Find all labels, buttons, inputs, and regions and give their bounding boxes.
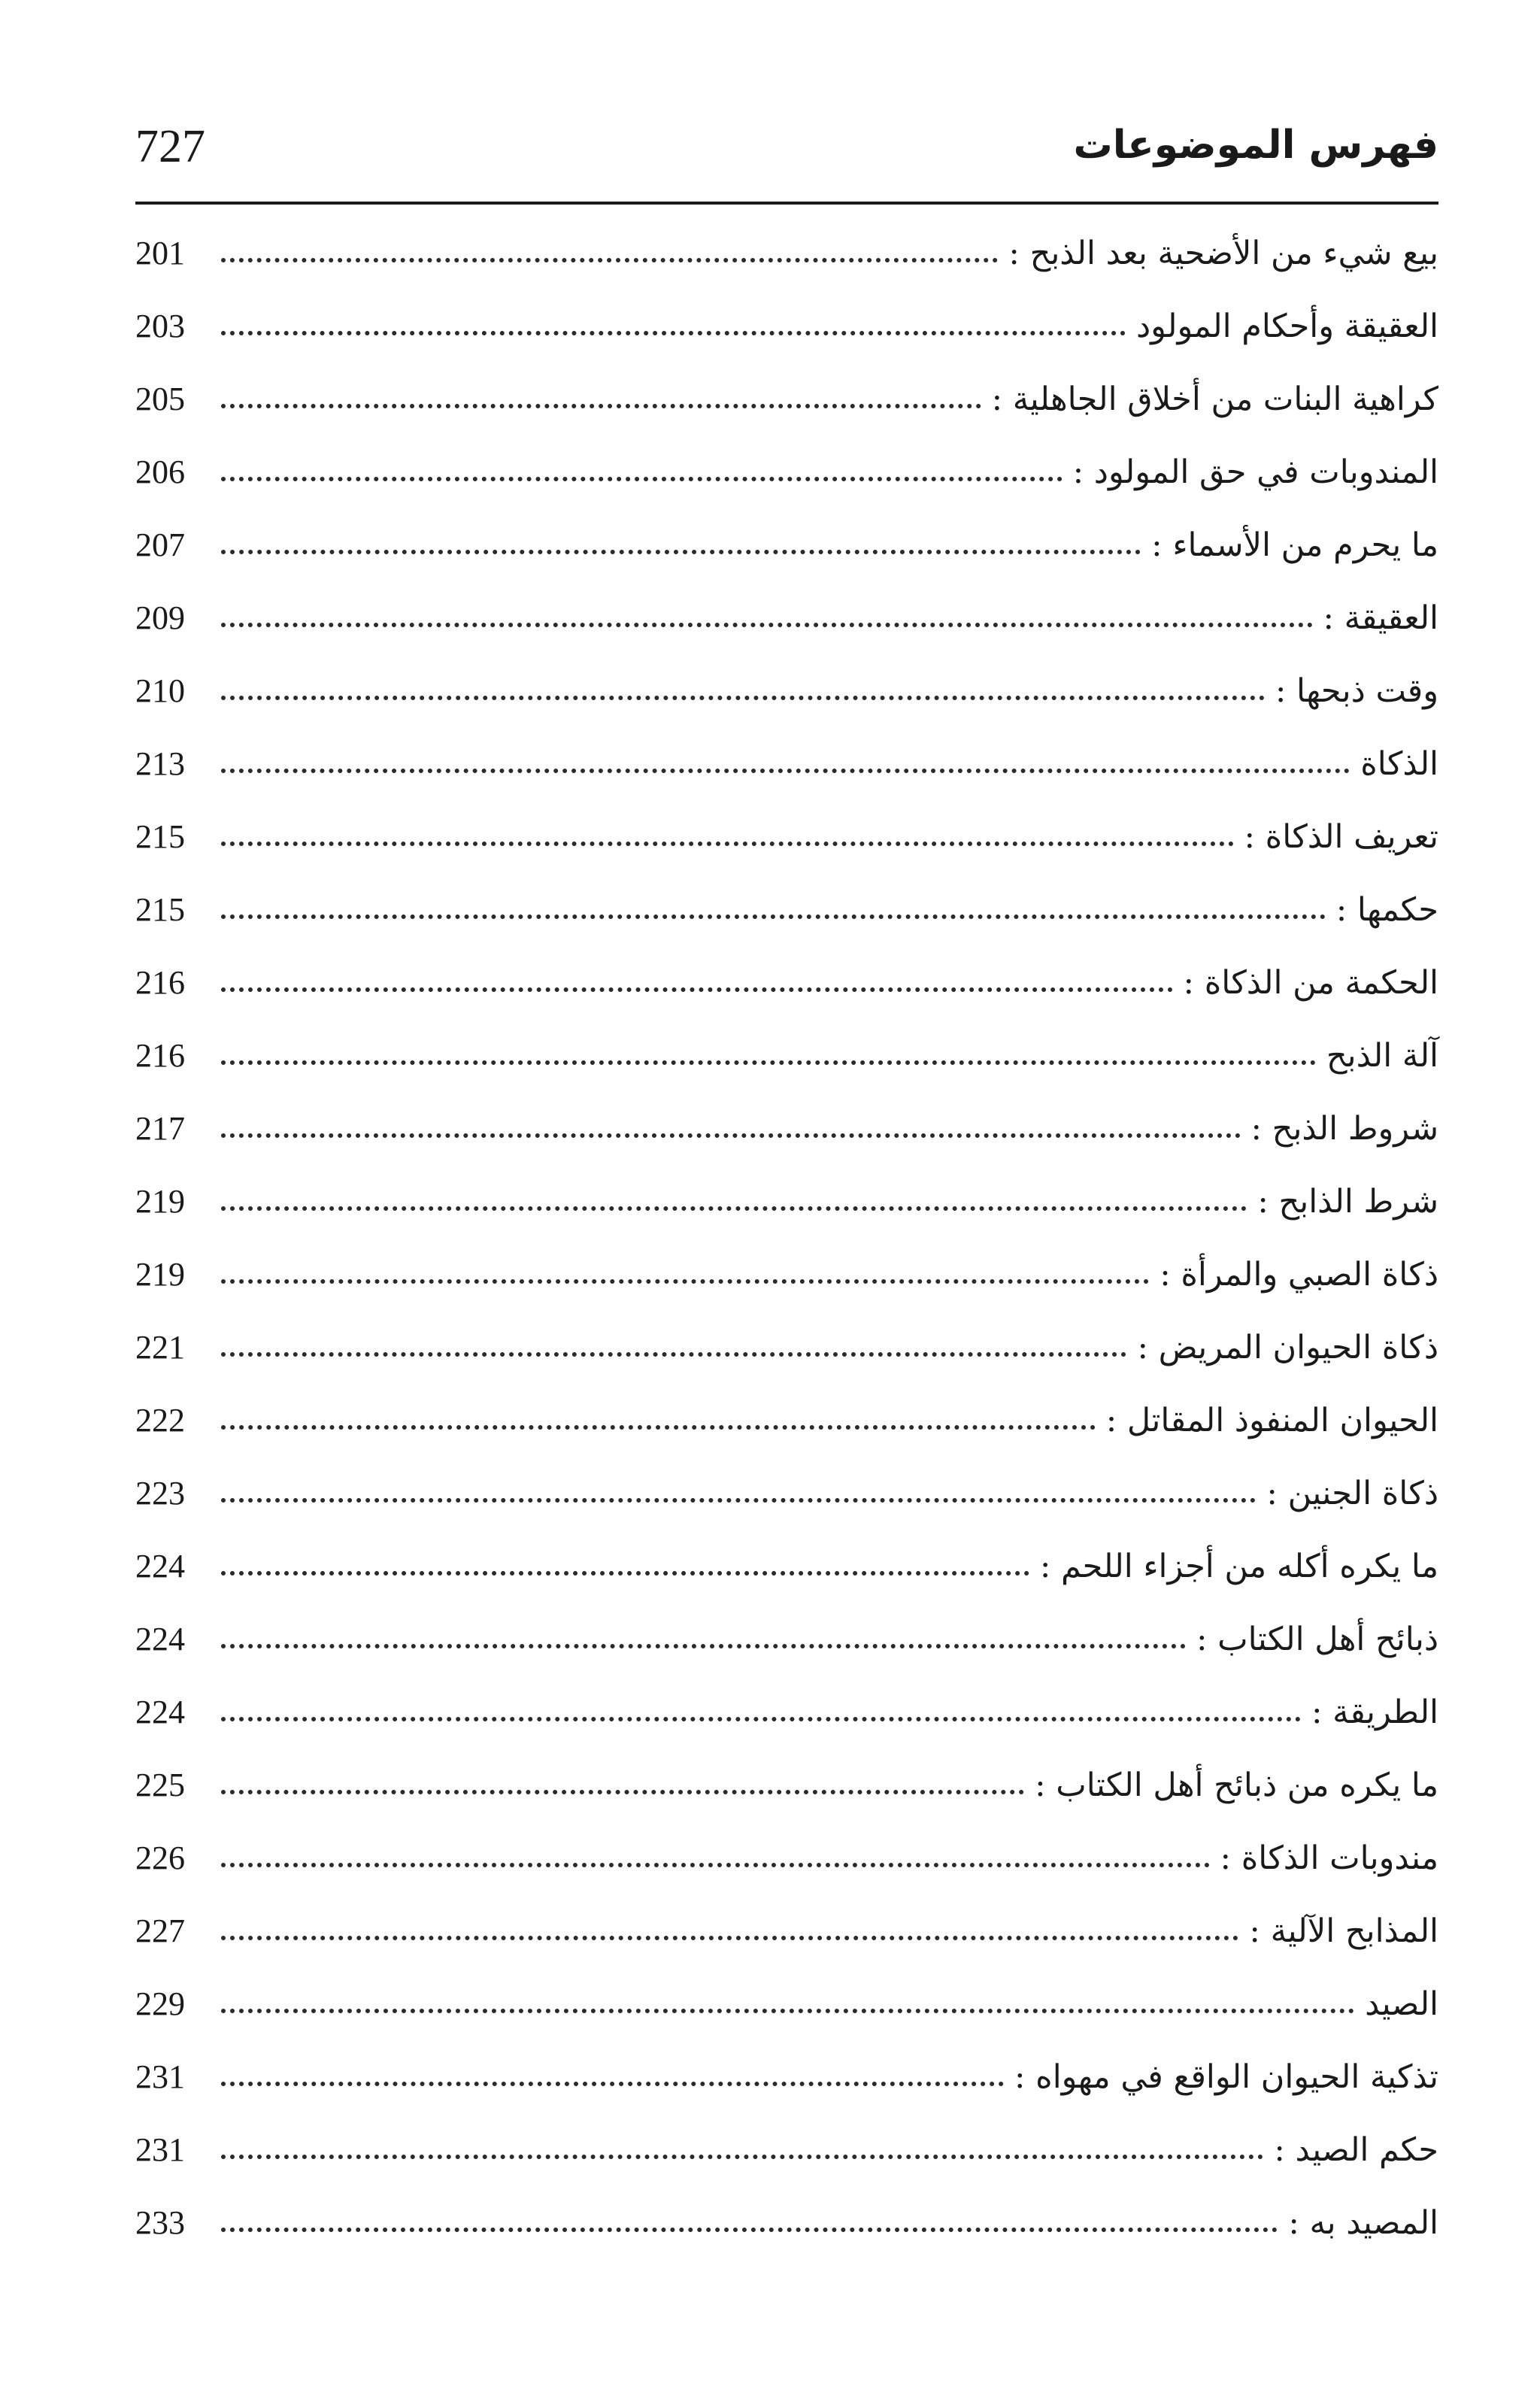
toc-entry-title: وقت ذبحها :	[1275, 672, 1438, 710]
page-title: فهرس الموضوعات	[1073, 123, 1438, 168]
toc-entry-page-number: 210	[135, 672, 185, 709]
toc-entry	[135, 1748, 1438, 1821]
toc-entry-page-number: 215	[135, 890, 185, 928]
toc-entry-title: شروط الذبح :	[1250, 1109, 1438, 1148]
toc-entry-title: الذكاة	[1360, 745, 1438, 783]
dot-leader	[221, 696, 1265, 700]
toc-entry-page-number: 222	[135, 1401, 185, 1439]
toc-entry	[135, 1165, 1438, 1238]
toc-entry-title: كراهية البنات من أخلاق الجاهلية :	[991, 380, 1438, 418]
toc-entry-title: ذكاة الحيوان المريض :	[1137, 1328, 1438, 1366]
toc-entry-page-number: 221	[135, 1328, 185, 1366]
dot-leader	[221, 1352, 1126, 1357]
toc-entry-title: ذكاة الجنين :	[1266, 1474, 1438, 1512]
dot-leader	[221, 2155, 1263, 2159]
dot-leader	[221, 1863, 1210, 1867]
toc-entry-title: الحيوان المنفوذ المقاتل :	[1105, 1401, 1438, 1439]
dot-leader	[221, 1206, 1247, 1211]
dot-leader	[221, 1717, 1301, 1721]
toc-entry-page-number: 223	[135, 1474, 185, 1512]
toc-entry	[135, 1384, 1438, 1457]
toc-entry	[135, 217, 1438, 290]
toc-entry-title: حكمها :	[1335, 890, 1438, 929]
toc-entry-title: بيع شيء من الأضحية بعد الذبح :	[1008, 234, 1438, 272]
table-of-contents	[135, 217, 1438, 2259]
toc-entry-title: تعريف الذكاة :	[1244, 817, 1438, 856]
toc-entry-page-number: 216	[135, 963, 185, 1001]
dot-leader	[221, 914, 1326, 919]
toc-entry-page-number: 219	[135, 1255, 185, 1293]
header-divider	[135, 202, 1438, 205]
toc-entry	[135, 1311, 1438, 1384]
toc-entry	[135, 800, 1438, 873]
toc-entry-page-number: 201	[135, 234, 185, 271]
toc-entry-page-number: 203	[135, 307, 185, 344]
toc-entry-title: المندوبات في حق المولود :	[1072, 453, 1438, 491]
dot-leader	[221, 2082, 1004, 2086]
toc-entry	[135, 946, 1438, 1019]
dot-leader	[221, 258, 998, 262]
toc-entry-title: ذبائح أهل الكتاب :	[1196, 1620, 1438, 1658]
toc-entry-page-number: 224	[135, 1620, 185, 1657]
toc-entry-page-number: 229	[135, 1985, 185, 2022]
dot-leader	[221, 1936, 1238, 1940]
toc-entry	[135, 290, 1438, 362]
toc-entry-title: العقيقة :	[1323, 599, 1438, 637]
dot-leader	[221, 1425, 1096, 1430]
toc-entry	[135, 508, 1438, 581]
toc-entry	[135, 1894, 1438, 1967]
dot-leader	[221, 1790, 1024, 1794]
dot-leader	[221, 1644, 1186, 1648]
toc-entry-title: ما يكره أكله من أجزاء اللحم :	[1039, 1547, 1438, 1585]
toc-entry	[135, 727, 1438, 800]
toc-entry	[135, 1019, 1438, 1092]
page-number: 727	[135, 121, 205, 172]
dot-leader	[221, 1060, 1316, 1065]
toc-entry-page-number: 207	[135, 526, 185, 563]
toc-entry	[135, 1603, 1438, 1676]
toc-entry-page-number: 216	[135, 1036, 185, 1074]
dot-leader	[221, 404, 981, 408]
toc-entry-title: ذكاة الصبي والمرأة :	[1160, 1255, 1438, 1294]
toc-entry	[135, 1676, 1438, 1748]
toc-entry	[135, 2040, 1438, 2113]
toc-entry-page-number: 209	[135, 599, 185, 636]
toc-entry	[135, 2113, 1438, 2186]
toc-entry	[135, 581, 1438, 654]
toc-entry	[135, 654, 1438, 727]
page-header	[135, 113, 1438, 188]
toc-entry-page-number: 205	[135, 380, 185, 417]
dot-leader	[221, 2009, 1354, 2013]
toc-entry-title: حكم الصيد :	[1274, 2131, 1438, 2169]
toc-entry	[135, 873, 1438, 946]
toc-entry	[135, 1238, 1438, 1311]
dot-leader	[221, 987, 1173, 992]
dot-leader	[221, 623, 1313, 627]
toc-entry-page-number: 227	[135, 1912, 185, 1949]
toc-entry	[135, 1092, 1438, 1165]
toc-entry	[135, 2186, 1438, 2259]
toc-entry-title: المصيد به :	[1288, 2203, 1438, 2242]
toc-entry-page-number: 224	[135, 1693, 185, 1730]
toc-entry-title: الحكمة من الذكاة :	[1183, 963, 1438, 1002]
dot-leader	[221, 1279, 1149, 1284]
toc-entry-title: تذكية الحيوان الواقع في مهواه :	[1014, 2058, 1438, 2096]
dot-leader	[221, 1571, 1029, 1576]
toc-entry-page-number: 213	[135, 745, 185, 782]
toc-entry-page-number: 233	[135, 2203, 185, 2241]
toc-entry-title: ما يكره من ذبائح أهل الكتاب :	[1035, 1766, 1438, 1804]
toc-entry-title: ما يحرم من الأسماء :	[1151, 526, 1438, 564]
dot-leader	[221, 2228, 1278, 2232]
toc-entry-page-number: 226	[135, 1839, 185, 1876]
toc-entry-page-number: 217	[135, 1109, 185, 1147]
dot-leader	[221, 1133, 1241, 1138]
toc-entry	[135, 1530, 1438, 1603]
toc-entry	[135, 1457, 1438, 1530]
dot-leader	[221, 477, 1063, 481]
toc-entry-title: الصيد	[1365, 1985, 1438, 2023]
dot-leader	[221, 1498, 1256, 1503]
toc-entry-page-number: 206	[135, 453, 185, 490]
toc-entry	[135, 435, 1438, 508]
toc-entry-page-number: 231	[135, 2131, 185, 2168]
toc-entry-title: آلة الذبح	[1326, 1036, 1438, 1075]
toc-entry-page-number: 219	[135, 1182, 185, 1220]
toc-entry-title: العقيقة وأحكام المولود	[1135, 307, 1438, 345]
toc-entry-page-number: 224	[135, 1547, 185, 1585]
toc-entry-title: مندوبات الذكاة :	[1220, 1839, 1438, 1877]
toc-entry-title: شرط الذابح :	[1257, 1182, 1438, 1221]
toc-entry-title: الطريقة :	[1311, 1693, 1438, 1731]
toc-entry-title: المذابح الآلية :	[1249, 1912, 1438, 1950]
toc-entry	[135, 1967, 1438, 2040]
toc-entry-page-number: 231	[135, 2058, 185, 2095]
toc-entry-page-number: 225	[135, 1766, 185, 1803]
dot-leader	[221, 842, 1234, 846]
dot-leader	[221, 769, 1350, 773]
toc-entry-page-number: 215	[135, 817, 185, 855]
dot-leader	[221, 550, 1141, 554]
toc-entry	[135, 1821, 1438, 1894]
toc-entry	[135, 362, 1438, 435]
dot-leader	[221, 331, 1126, 335]
